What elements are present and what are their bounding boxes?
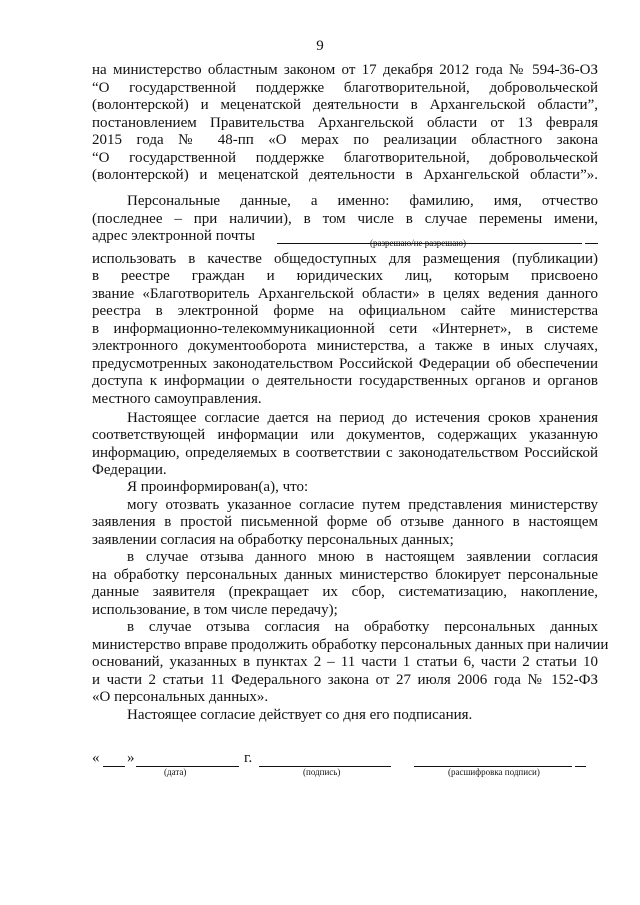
date-label: (дата): [164, 767, 187, 777]
quote-open: «: [92, 750, 100, 766]
text-line: в информационно-телекоммуникационной сети «Интернет», в системе: [92, 321, 598, 337]
text-line: информацию, определяемых в соответствии с законодательством Российской: [92, 445, 598, 461]
signature-field[interactable]: [259, 751, 391, 767]
text-line: постановлением Правительства Архангельской области от 13 февраля: [92, 115, 598, 131]
text-line: в реестре граждан и юридических лиц, которым присвоено: [92, 268, 598, 284]
text-line: оснований, указанных в пунктах 2 – 11 части 1 статьи 6, части 2 статьи 10: [92, 654, 598, 670]
text-line: звание «Благотворитель Архангельской области» в целях ведения данного: [92, 286, 598, 302]
text-line: (волонтерской) и меценатской деятельности в Архангельской области”».: [92, 167, 598, 183]
text-line: использовать в качестве общедоступных для размещения (публикации): [92, 251, 598, 267]
day-field[interactable]: [103, 751, 125, 767]
text-line: реестра в электронной форме на официальном сайте министерства: [92, 303, 598, 319]
text-line: “О государственной поддержке благотворительной, добровольческой: [92, 80, 598, 96]
text-line: использование, в том числе передачу);: [92, 602, 338, 618]
underline-tail: [575, 751, 586, 767]
text-line: «О персональных данных».: [92, 689, 269, 705]
text-line: Настоящее согласие дается на период до истечения сроков хранения: [127, 410, 598, 426]
quote-close: »: [127, 750, 135, 766]
page-number: 9: [316, 38, 324, 54]
text-line: предусмотренных законодательством Российской Федерации об обеспечении: [92, 356, 598, 372]
email-permission-hint: (разрешаю/не разрешаю): [370, 238, 466, 248]
text-line: заявлении согласия на обработку персональных данных;: [92, 532, 454, 548]
text-line: на обработку персональных данных министерство блокирует персональные: [92, 567, 598, 583]
text-line: местного самоуправления.: [92, 391, 262, 407]
decode-label: (расшифровка подписи): [448, 767, 540, 777]
email-permission-row: [92, 228, 598, 245]
text-line: могу отозвать указанное согласие путем представления министерству: [127, 497, 598, 513]
text-line: и части 2 статьи 11 Федерального закона от 27 июля 2006 года № 152-ФЗ: [92, 672, 598, 688]
text-line: соответствующей информации или документов, содержащих указанную: [92, 427, 598, 443]
text-line: в случае отзыва данного мною в настоящем заявлении согласия: [127, 549, 598, 565]
email-label: адрес электронной почты: [92, 228, 256, 244]
underline-tail: [585, 228, 598, 244]
text-line: электронного документооборота министерства, а также в иных случаях,: [92, 338, 598, 354]
text-line: в случае отзыва согласия на обработку персональных данных: [127, 619, 598, 635]
text-line: заявления в простой письменной форме об отзыве данного в настоящем: [92, 514, 598, 530]
text-line: Настоящее согласие действует со дня его подписания.: [127, 707, 473, 723]
text-line: (последнее – при наличии), в том числе в случае перемены имени,: [92, 211, 598, 227]
text-line: 2015 года № 48-пп «О мерах по реализации областного закона: [92, 132, 598, 148]
month-field[interactable]: [136, 751, 239, 767]
text-line: Персональные данные, а именно: фамилию, имя, отчество: [127, 193, 598, 209]
text-line: Федерации.: [92, 462, 167, 478]
text-line: доступа к информации о деятельности государственных органов и органов: [92, 373, 598, 389]
signature-label: (подпись): [303, 767, 341, 777]
text-line: “О государственной поддержке благотворительной, добровольческой: [92, 150, 598, 166]
text-line: министерство вправе продолжить обработку персональных данных при наличии: [92, 637, 609, 653]
text-line: Я проинформирован(а), что:: [127, 479, 309, 495]
text-line: (волонтерской) и меценатской деятельности в Архангельской области”,: [92, 97, 598, 113]
text-line: данные заявителя (прекращает их сбор, систематизацию, накопление,: [92, 584, 598, 600]
text-line: на министерство областным законом от 17 декабря 2012 года № 594-36-ОЗ: [92, 62, 598, 78]
year-suffix: г.: [244, 750, 253, 766]
signature-decode-field[interactable]: [414, 751, 572, 767]
